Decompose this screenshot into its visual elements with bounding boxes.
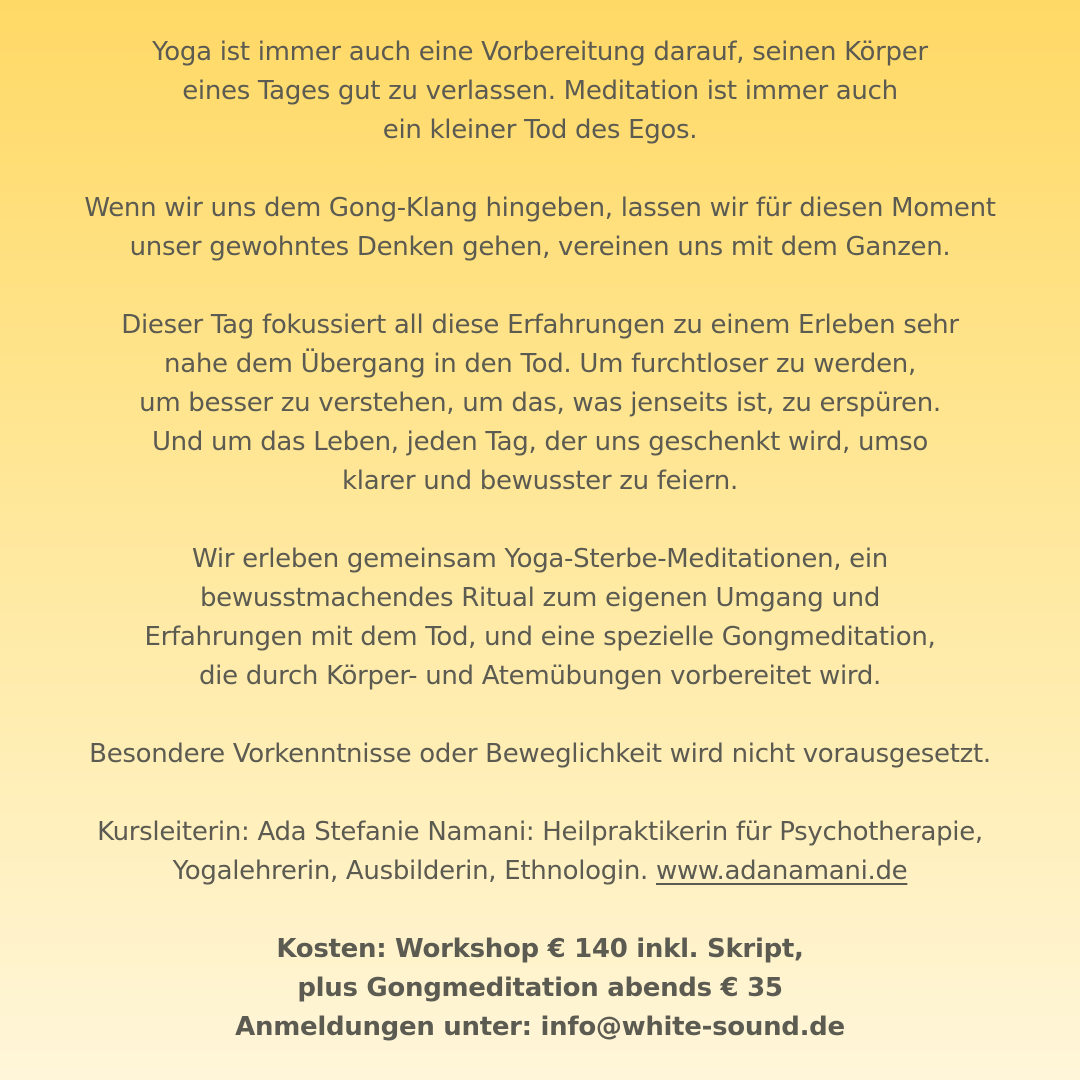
instructor-line-2 (20, 852, 1060, 891)
gong-line-1: Wenn wir uns dem Gong-Klang hingeben, lassen wir für diesen Moment (84, 193, 996, 223)
experience-paragraph (20, 540, 1060, 696)
pricing-line-2: plus Gongmeditation abends € 35 (297, 973, 783, 1003)
paragraph-spacer (0, 150, 1080, 189)
requirements-paragraph (20, 735, 1060, 774)
pricing-line-3: Anmeldungen unter: info@white-sound.de (235, 1012, 845, 1042)
focus-paragraph (20, 306, 1060, 501)
experience-line-2: bewusstmachendes Ritual zum eigenen Umgang und (199, 583, 881, 613)
intro-paragraph (20, 33, 1060, 150)
gong-line-2: unser gewohntes Denken gehen, vereinen uns mit dem Ganzen. (129, 232, 951, 262)
focus-line-2: nahe dem Übergang in den Tod. Um furchtloser zu werden, (164, 349, 916, 379)
pricing-paragraph (20, 930, 1060, 1047)
paragraph-spacer (0, 267, 1080, 306)
gong-paragraph (20, 189, 1060, 267)
focus-line-4: Und um das Leben, jeden Tag, der uns geschenkt wird, umso (151, 427, 929, 457)
instructor-website-link[interactable]: www.adanamani.de (655, 856, 908, 886)
intro-line-3: ein kleiner Tod des Egos. (382, 115, 698, 145)
instructor-line-1: Kursleiterin: Ada Stefanie Namani: Heilpraktikerin für Psychotherapie, (97, 817, 983, 847)
experience-line-1: Wir erleben gemeinsam Yoga-Sterbe-Meditationen, ein (192, 544, 888, 574)
requirements-line-1: Besondere Vorkenntnisse oder Beweglichkeit wird nicht vorausgesetzt. (89, 739, 991, 769)
experience-line-4: die durch Körper- und Atemübungen vorbereitet wird. (198, 661, 882, 691)
paragraph-spacer (0, 696, 1080, 735)
instructor-paragraph (20, 813, 1060, 891)
focus-line-3: um besser zu verstehen, um das, was jenseits ist, zu erspüren. (139, 388, 941, 418)
focus-line-1: Dieser Tag fokussiert all diese Erfahrungen zu einem Erleben sehr (121, 310, 959, 340)
experience-line-3: Erfahrungen mit dem Tod, und eine spezielle Gongmeditation, (144, 622, 936, 652)
focus-line-5: klarer und bewusster zu feiern. (342, 466, 738, 496)
intro-line-2: eines Tages gut zu verlassen. Meditation ist immer auch (182, 76, 898, 106)
instructor-line-2-text: Yogalehrerin, Ausbilderin, Ethnologin. (172, 856, 649, 886)
intro-line-1: Yoga ist immer auch eine Vorbereitung darauf, seinen Körper (152, 37, 928, 67)
paragraph-spacer (0, 501, 1080, 540)
paragraph-spacer (0, 891, 1080, 930)
pricing-line-1: Kosten: Workshop € 140 inkl. Skript, (276, 934, 804, 964)
paragraph-spacer (0, 774, 1080, 813)
